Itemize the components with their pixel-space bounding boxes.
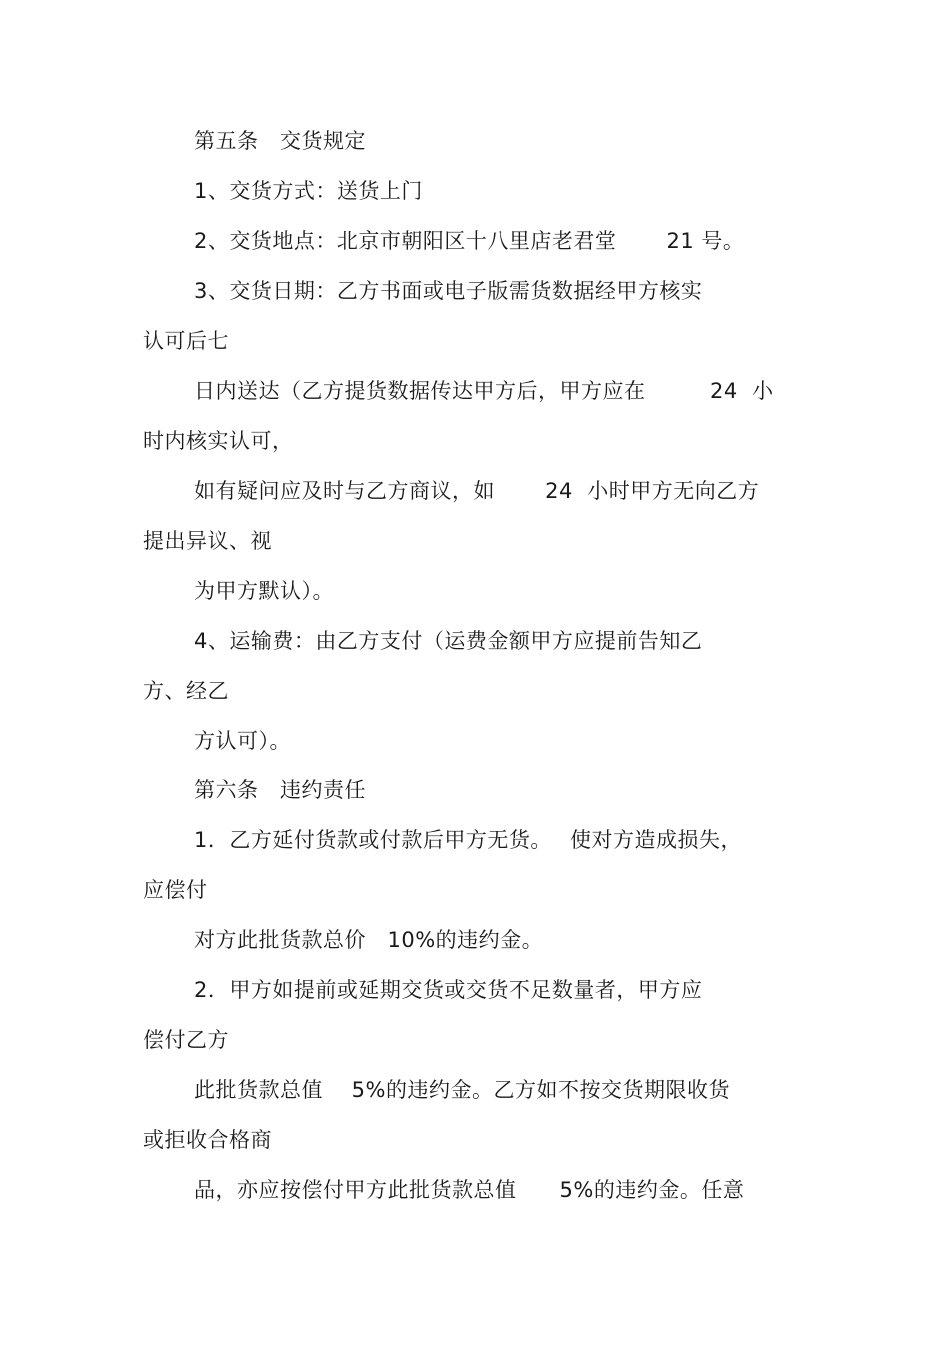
article-6-heading: 第六条 违约责任 <box>194 778 366 802</box>
text-line: 时内核实认可， <box>143 429 294 453</box>
liability-item-1-line: 1．乙方延付货款或付款后甲方无货。 使对方造成损失， <box>194 828 743 852</box>
text-line: 如有疑问应及时与乙方商议，如 24 小时甲方无向乙方 <box>194 479 760 503</box>
text-line: 日内送达（乙方提货数据传达甲方后，甲方应在 24 小 <box>194 379 774 403</box>
text-line: 方认可）。 <box>194 729 291 753</box>
delivery-date-line: 3、交货日期：乙方书面或电子版需货数据经甲方核实 <box>194 279 703 303</box>
text-line: 此批货款总值 5%的违约金。乙方如不按交货期限收货 <box>194 1078 730 1102</box>
transport-fee-line: 4、运输费：由乙方支付（运费金额甲方应提前告知乙 <box>194 629 703 653</box>
article-5-heading: 第五条 交货规定 <box>194 129 366 153</box>
text-line: 提出异议、视 <box>143 529 272 553</box>
text-line: 方、经乙 <box>143 679 229 703</box>
delivery-method-line: 1、交货方式：送货上门 <box>194 179 423 203</box>
text-line: 或拒收合格商 <box>143 1128 272 1152</box>
text-line: 应偿付 <box>143 878 208 902</box>
text-line: 对方此批货款总价 10%的违约金。 <box>194 928 544 952</box>
delivery-location-line: 2、交货地点：北京市朝阳区十八里店老君堂 21 号。 <box>194 229 745 253</box>
text-line: 为甲方默认）。 <box>194 579 334 603</box>
text-line: 偿付乙方 <box>143 1028 229 1052</box>
text-line: 品，亦应按偿付甲方此批货款总值 5%的违约金。任意 <box>194 1178 745 1202</box>
liability-item-2-line: 2．甲方如提前或延期交货或交货不足数量者，甲方应 <box>194 978 703 1002</box>
text-line: 认可后七 <box>143 329 229 353</box>
